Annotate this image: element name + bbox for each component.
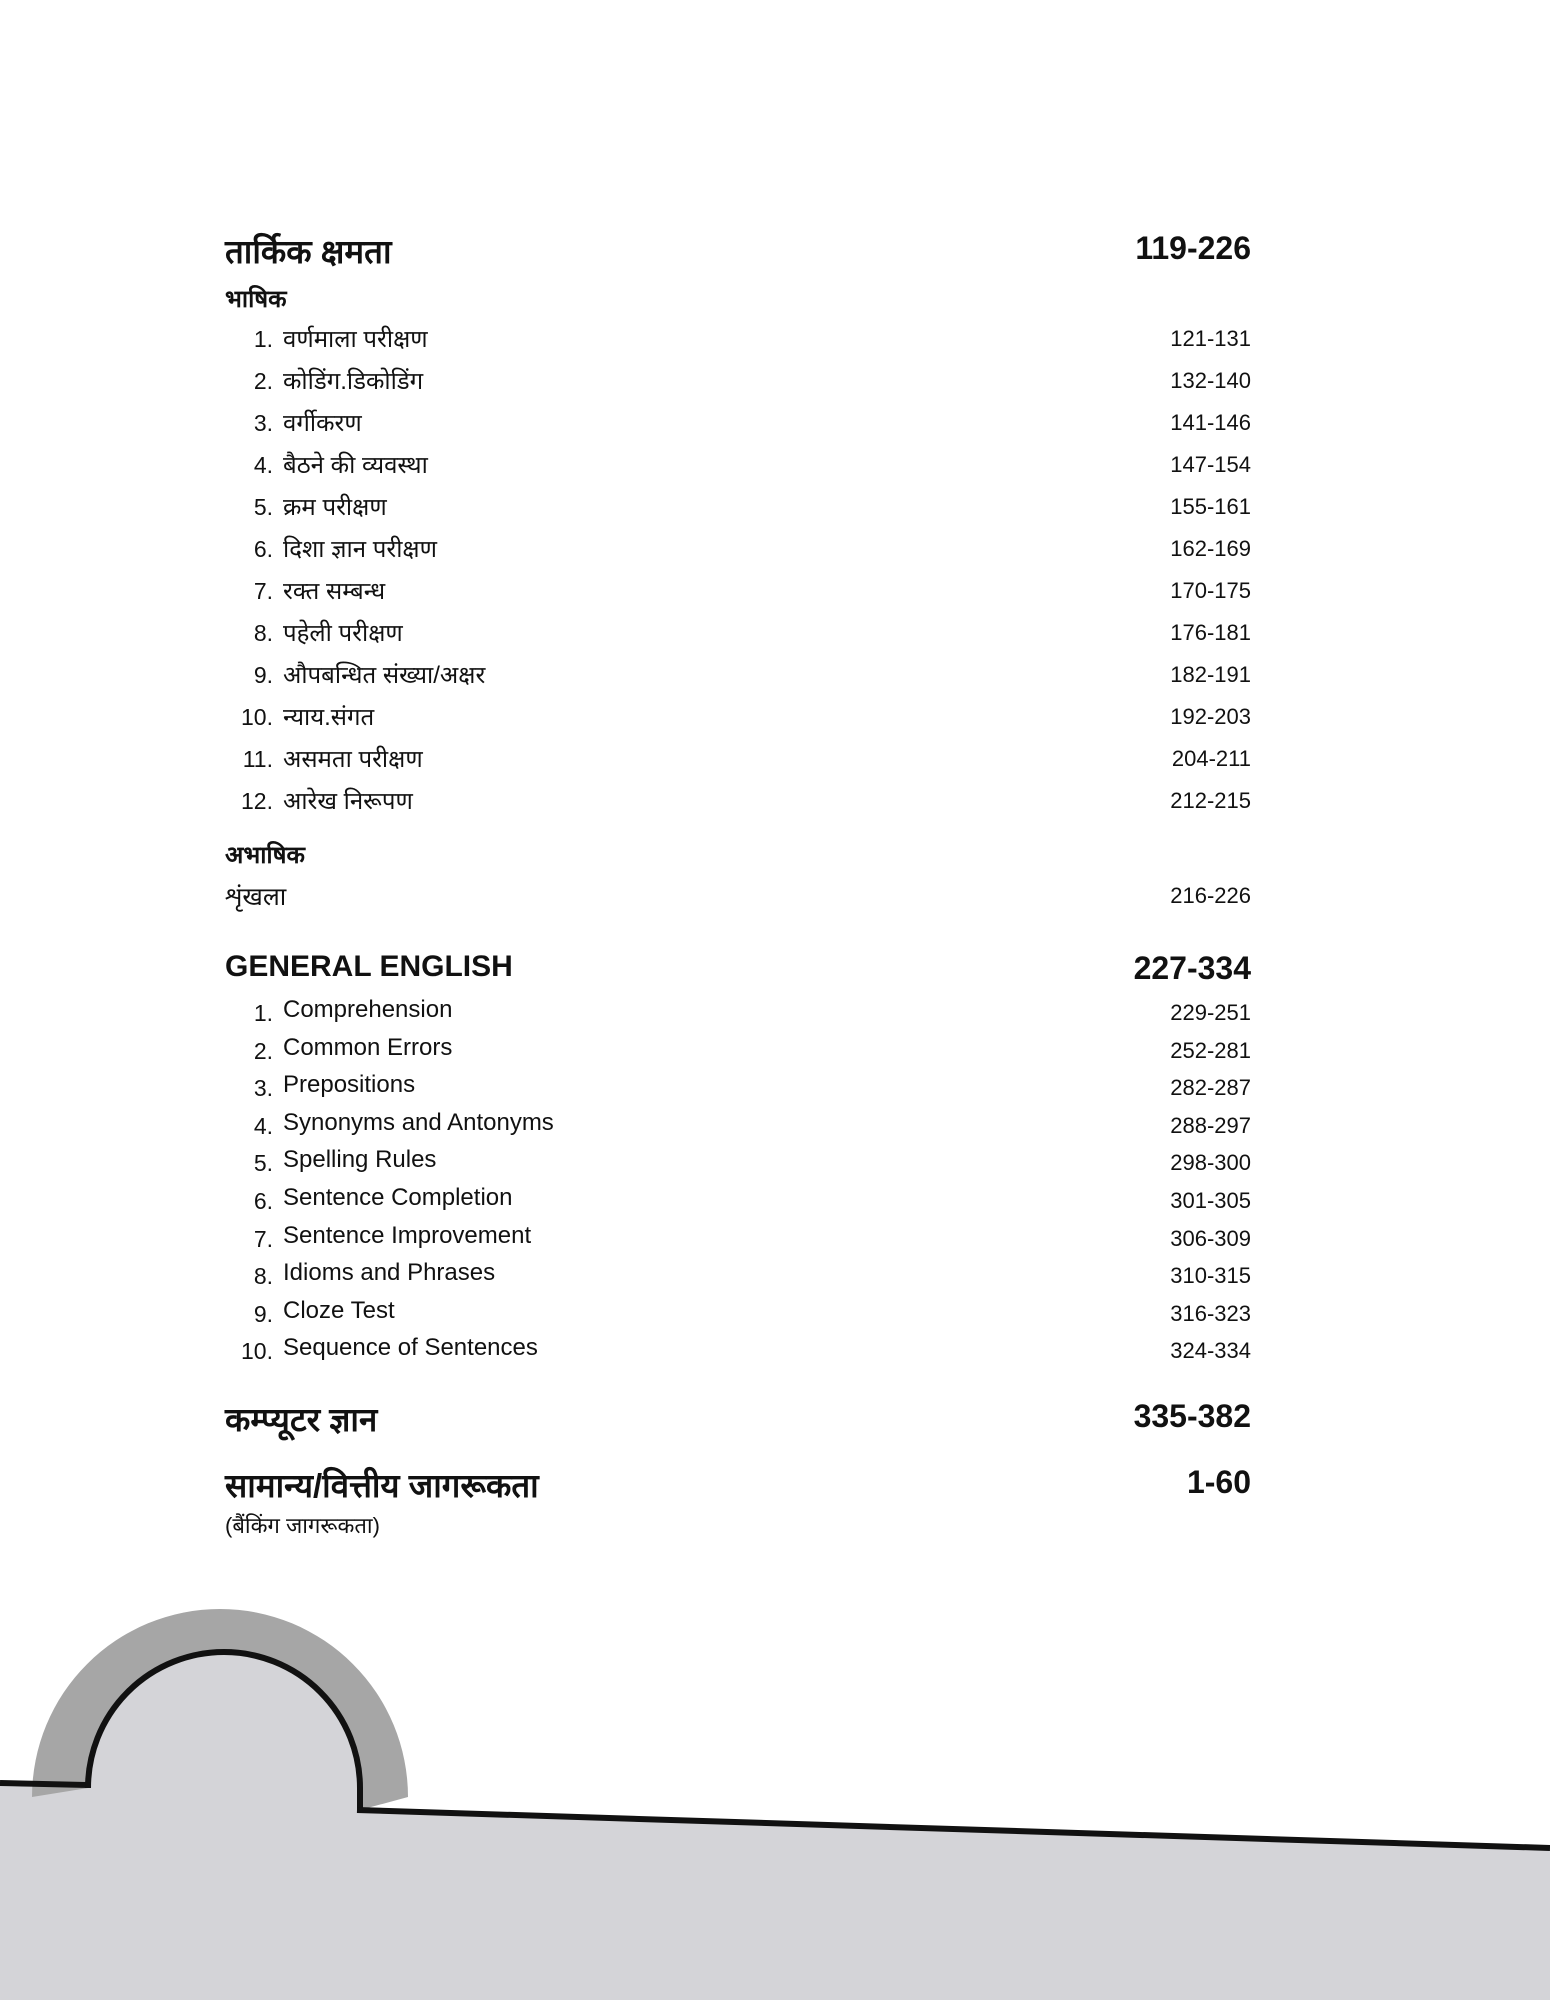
item-label: Prepositions <box>283 1071 416 1099</box>
item-label: Spelling Rules <box>283 1146 437 1174</box>
item-label: वर्णमाला परीक्षण <box>283 326 428 353</box>
item-number: 7. <box>253 578 273 604</box>
section-pages: 335-382 <box>1133 1398 1251 1434</box>
item-number: 8. <box>253 1263 273 1290</box>
item-pages: 229-251 <box>1170 1000 1251 1025</box>
item-label: आरेख निरूपण <box>283 788 413 815</box>
item-number: 5. <box>253 1150 273 1177</box>
item-pages: 170-175 <box>1170 578 1251 603</box>
item-label: Cloze Test <box>283 1296 395 1324</box>
item-label: असमता परीक्षण <box>283 746 423 773</box>
section-pages: 227-334 <box>1133 950 1251 986</box>
item-label: वर्गीकरण <box>283 410 362 437</box>
item-number: 6. <box>253 536 273 562</box>
item-pages: 141-146 <box>1170 410 1251 435</box>
item-pages: 282-287 <box>1170 1075 1251 1101</box>
item-pages: 316-323 <box>1170 1300 1251 1326</box>
item-label: Synonyms and Antonyms <box>283 1108 554 1136</box>
item-number: 4. <box>253 1112 273 1139</box>
note-text: (बैंकिंग जागरूकता) <box>225 1513 380 1538</box>
item-label: Sentence Completion <box>283 1184 513 1211</box>
item-number: 3. <box>253 1075 273 1102</box>
item-number: 8. <box>253 620 273 646</box>
item-label: औपबन्धित संख्या/अक्षर <box>283 662 486 689</box>
section-title: सामान्य/वित्तीय जागरूकता <box>225 1467 539 1504</box>
item-label: Comprehension <box>283 996 453 1023</box>
item-number: 6. <box>253 1188 273 1214</box>
item-pages: 121-131 <box>1170 326 1251 351</box>
item-label: रक्त सम्बन्ध <box>283 578 386 605</box>
item-pages: 252-281 <box>1170 1037 1251 1063</box>
item-pages: 310-315 <box>1170 1263 1251 1289</box>
item-label: न्याय.संगत <box>283 704 375 731</box>
item-label: Sequence of Sentences <box>283 1334 538 1362</box>
item-label: Idioms and Phrases <box>283 1259 496 1287</box>
item-number: 1. <box>253 1000 273 1026</box>
item-label: Common Errors <box>283 1033 453 1061</box>
item-pages: 301-305 <box>1170 1188 1251 1213</box>
item-pages: 298-300 <box>1170 1150 1251 1176</box>
item-pages: 306-309 <box>1170 1225 1251 1251</box>
subheading-label: भाषिक <box>225 286 287 313</box>
item-label: पहेली परीक्षण <box>283 620 403 647</box>
item-number: 3. <box>253 410 273 436</box>
item-pages: 212-215 <box>1170 788 1251 813</box>
item-label: Sentence Improvement <box>283 1221 532 1249</box>
item-number: 7. <box>253 1225 273 1252</box>
item-pages: 132-140 <box>1170 368 1251 393</box>
item-number: 12. <box>241 788 273 814</box>
item-number: 9. <box>253 662 273 688</box>
item-number: 11. <box>242 746 273 772</box>
item-pages: 182-191 <box>1170 662 1251 687</box>
footer-band <box>0 1768 1550 2000</box>
section-pages: 119-226 <box>1135 230 1251 266</box>
item-number: 2. <box>253 368 273 394</box>
item-label: कोडिंग.डिकोडिंग <box>283 368 424 395</box>
item-pages: 324-334 <box>1170 1338 1251 1364</box>
item-pages: 288-297 <box>1170 1112 1251 1138</box>
item-pages: 216-226 <box>1170 883 1251 908</box>
subheading-label: अभाषिक <box>225 842 305 869</box>
item-number: 10. <box>241 1338 273 1365</box>
item-number: 1. <box>253 326 273 352</box>
section-title: तार्किक क्षमता <box>225 233 392 270</box>
item-pages: 162-169 <box>1170 536 1251 561</box>
item-pages: 204-211 <box>1171 746 1251 771</box>
item-label: शृंखला <box>225 883 287 911</box>
item-label: दिशा ज्ञान परीक्षण <box>283 536 437 563</box>
item-pages: 155-161 <box>1170 494 1251 519</box>
item-number: 9. <box>253 1300 273 1327</box>
section-pages: 1-60 <box>1186 1464 1251 1500</box>
item-label: बैठने की व्यवस्था <box>283 452 428 479</box>
item-pages: 192-203 <box>1170 704 1251 729</box>
section-title: GENERAL ENGLISH <box>225 950 513 983</box>
section-title: कम्प्यूटर ज्ञान <box>225 1401 378 1438</box>
item-pages: 147-154 <box>1170 452 1251 477</box>
item-pages: 176-181 <box>1170 620 1251 645</box>
item-number: 5. <box>253 494 273 520</box>
item-label: क्रम परीक्षण <box>283 494 387 521</box>
item-number: 10. <box>241 704 273 730</box>
item-number: 2. <box>253 1037 273 1064</box>
item-number: 4. <box>253 452 273 478</box>
